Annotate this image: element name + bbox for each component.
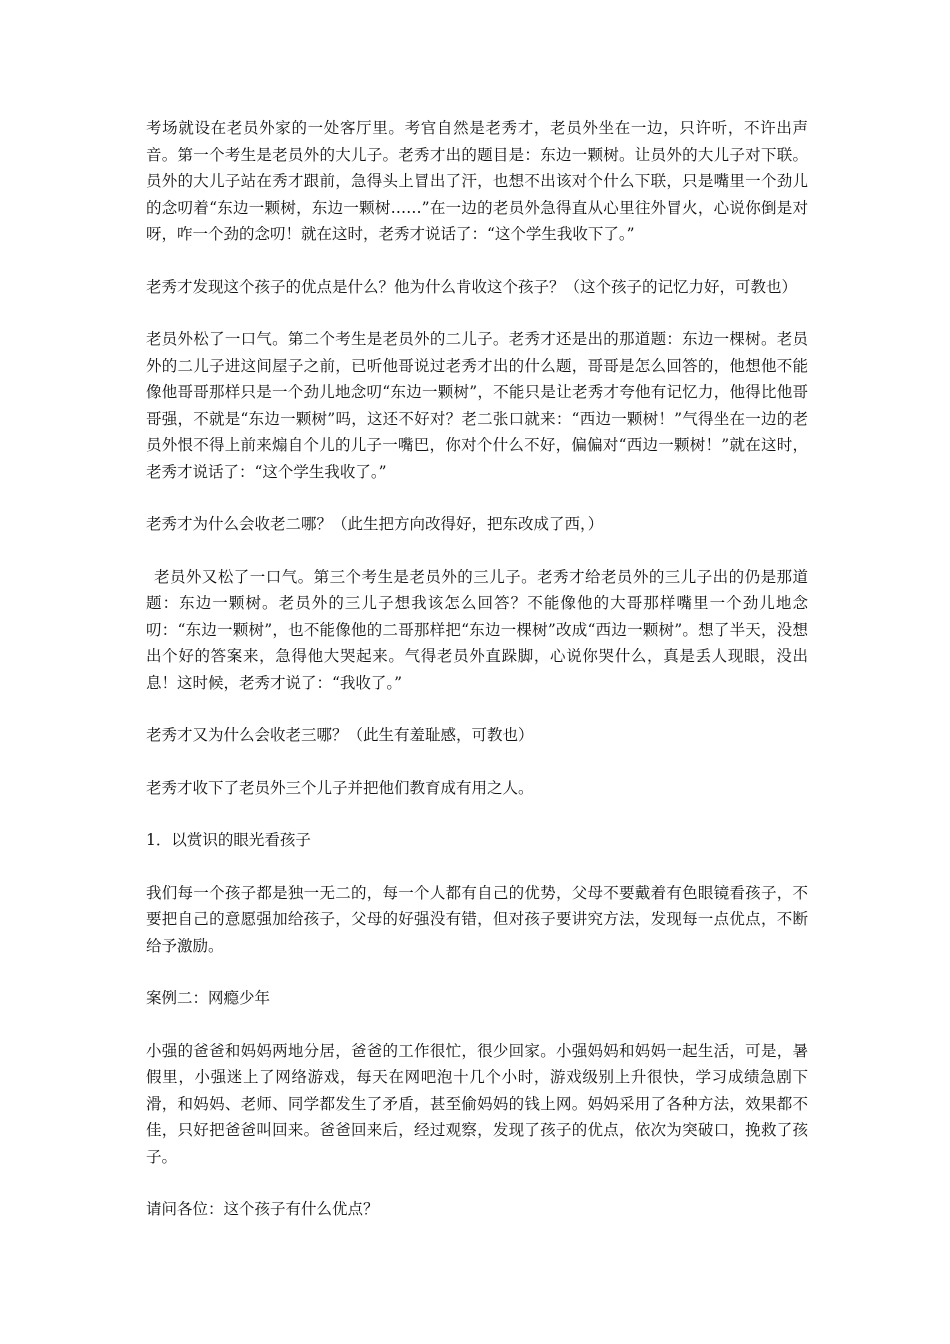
document-body: [146, 115, 808, 1249]
paragraph-exam-hall: 考场就设在老员外家的一处客厅里。考官自然是老秀才，老员外坐在一边，只许听，不许出声音。第一个考生是老员外的大儿子。老秀才出的题目是：东边一颗树。让员外的大儿子对下联。员外的大儿子站在秀才跟前，急得头上冒出了汗，也想不出该对个什么下联，只是嘴里一个劲儿的念叨着“东边一颗树，东边一颗树……”在一边的老员外急得直从心里往外冒火，心说你倒是对呀，咋一个劲的念叨！就在这时，老秀才说话了：“这个学生我收下了。”: [146, 119, 808, 243]
paragraph-case-description: 小强的爸爸和妈妈两地分居，爸爸的工作很忙，很少回家。小强妈妈和妈妈一起生活，可是，暑假里，小强迷上了网络游戏，每天在网吧泡十几个小时，游戏级别上升很快，学习成绩急剧下滑，和妈妈、老师、同学都发生了矛盾，甚至偷妈妈的钱上网。妈妈采用了各种方法，效果都不佳，只好把爸爸叫回来。爸爸回来后，经过观察，发现了孩子的优点，依次为突破口，挽救了孩子。: [146, 1041, 808, 1166]
paragraph-appreciation: 我们每一个孩子都是独一无二的，每一个人都有自己的优势，父母不要戴着有色眼镜看孩子，不要把自己的意愿强加给孩子，父母的好强没有错，但对孩子要讲究方法，发现每一点优点，不断给予激励。: [146, 883, 808, 955]
paragraph-second-son: 老员外松了一口气。第二个考生是老员外的二儿子。老秀才还是出的那道题：东边一棵树。老员外的二儿子进这间屋子之前，已听他哥说过老秀才出的什么题，哥哥是怎么回答的，他想他不能像他哥哥那样只是一个劲儿地念叨“东边一颗树”，不能只是让老秀才夸他有记忆力，他得比他哥哥强，不就是“东边一颗树”吗，这还不好对？老二张口就来：“西边一颗树！”气得坐在一边的老员外恨不得上前来煽自个儿的儿子一嘴巴，你对个什么不好，偏偏对“西边一颗树！”就在这时，老秀才说话了：“这个学生我收了。”: [146, 330, 808, 481]
paragraph-conclusion: 老秀才收下了老员外三个儿子并把他们教育成有用之人。: [146, 778, 534, 797]
paragraph-question-third: 老秀才又为什么会收老三哪？（此生有羞耻感，可教也）: [146, 726, 534, 744]
paragraph-third-son: 老员外又松了一口气。第三个考生是老员外的三儿子。老秀才给老员外的三儿子出的仍是那道题：东边一颗树。老员外的三儿子想我该怎么回答？不能像他的大哥那样嘴里一个劲儿地念叨：“东边一颗树”，也不能像他的二哥那样把“东边一棵树”改成“西边一颗树”。想了半天，没想出个好的答案来，急得他大哭起来。气得老员外直跺脚，心说你哭什么，真是丢人现眼，没出息！这时候，老秀才说了：“我收了。”: [146, 567, 808, 692]
case-heading-internet-addiction: 案例二：网瘾少年: [146, 989, 271, 1007]
paragraph-question-second: 老秀才为什么会收老二哪？（此生把方向改得好，把东改成了西，）: [146, 515, 604, 533]
paragraph-closing-question: 请问各位：这个孩子有什么优点？: [146, 1200, 379, 1218]
section-heading-appreciation: 1．以赏识的眼光看孩子: [146, 831, 311, 849]
paragraph-question-eldest: 老秀才发现这个孩子的优点是什么？他为什么肯收这个孩子？（这个孩子的记忆力好，可教也）: [146, 277, 798, 296]
